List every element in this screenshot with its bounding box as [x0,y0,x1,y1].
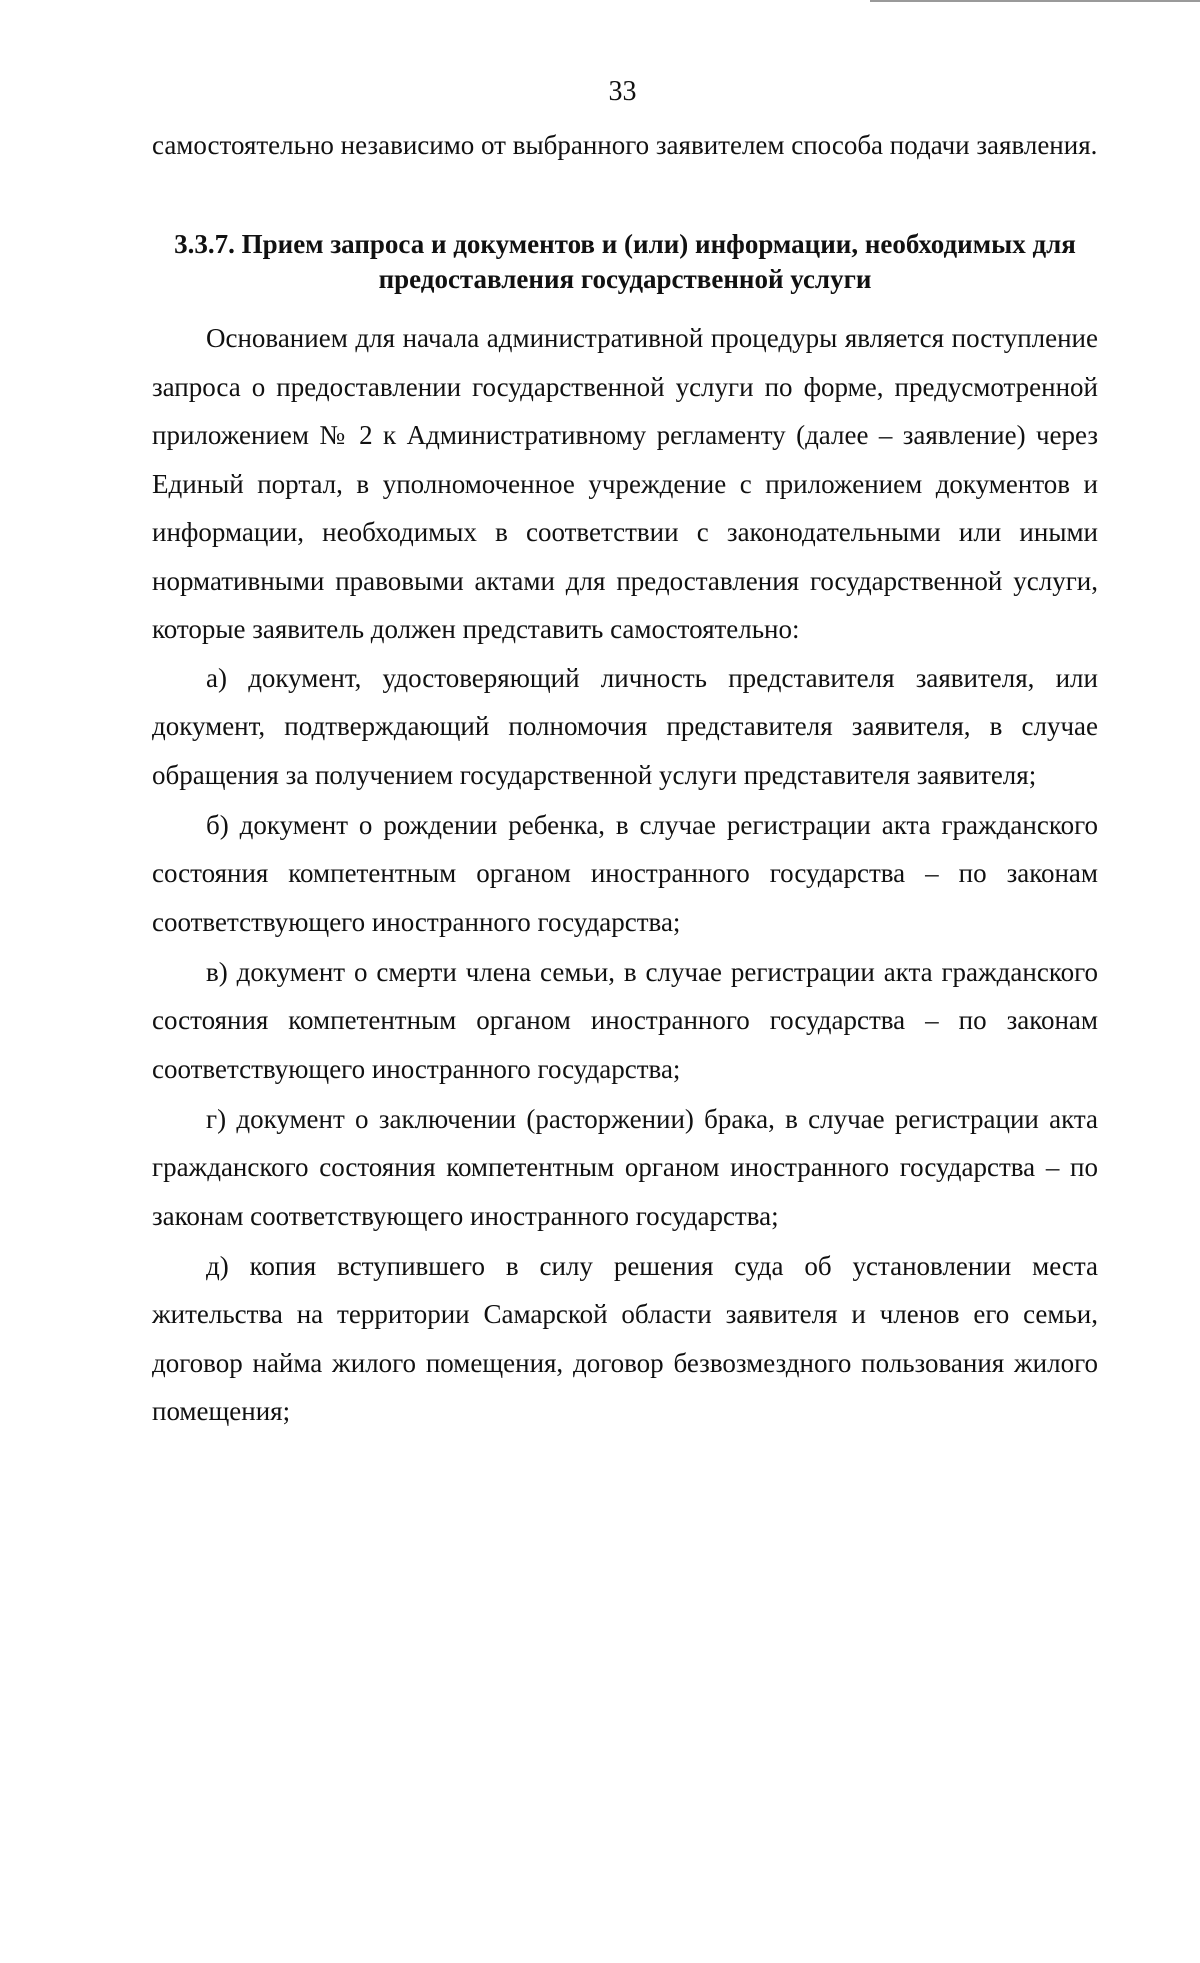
continuation-text-block [152,121,1098,170]
intro-paragraph: Основанием для начала административной процедуры является поступление запроса о предоставлении государственной услуги по форме, предусмотренной приложением № 2 к Административному регламенту (далее – заявление) через Единый портал, в уполномоченное учреждение с приложением документов и информации, необходимых в соответствии с законодательными или иными нормативными правовыми актами для предоставления государственной услуги, которые заявитель должен представить самостоятельно: [152,323,1098,644]
continuation-paragraph: самостоятельно независимо от выбранного заявителем способа подачи заявления. [152,130,1098,160]
page-number: 33 [608,76,637,107]
list-item-g: г) документ о заключении (расторжении) брака, в случае регистрации акта гражданского состояния компетентным органом иностранного государства – по законам соответствующего иностранного государства; [152,1103,1098,1231]
section-body [152,314,1098,1437]
list-item-d: д) копия вступившего в силу решения суда об установлении места жительства на территории Самарской области заявителя и членов его семьи, договор найма жилого помещения, договор безвозмездного пользования жилого помещения; [152,1250,1098,1426]
list-item-b: б) документ о рождении ребенка, в случае регистрации акта гражданского состояния компетентным органом иностранного государства – по законам соответствующего иностранного государства; [152,809,1098,937]
list-item-v: в) документ о смерти члена семьи, в случае регистрации акта гражданского состояния компетентным органом иностранного государства – по законам соответствующего иностранного государства; [152,956,1098,1084]
scan-edge-line [870,0,1200,2]
section-heading: 3.3.7. Прием запроса и документов и (или) информации, необходимых для предоставления государственной услуги [174,229,1076,294]
list-item-a: а) документ, удостоверяющий личность представителя заявителя, или документ, подтверждающий полномочия представителя заявителя, в случае обращения за получением государственной услуги представителя заявителя; [152,662,1098,790]
